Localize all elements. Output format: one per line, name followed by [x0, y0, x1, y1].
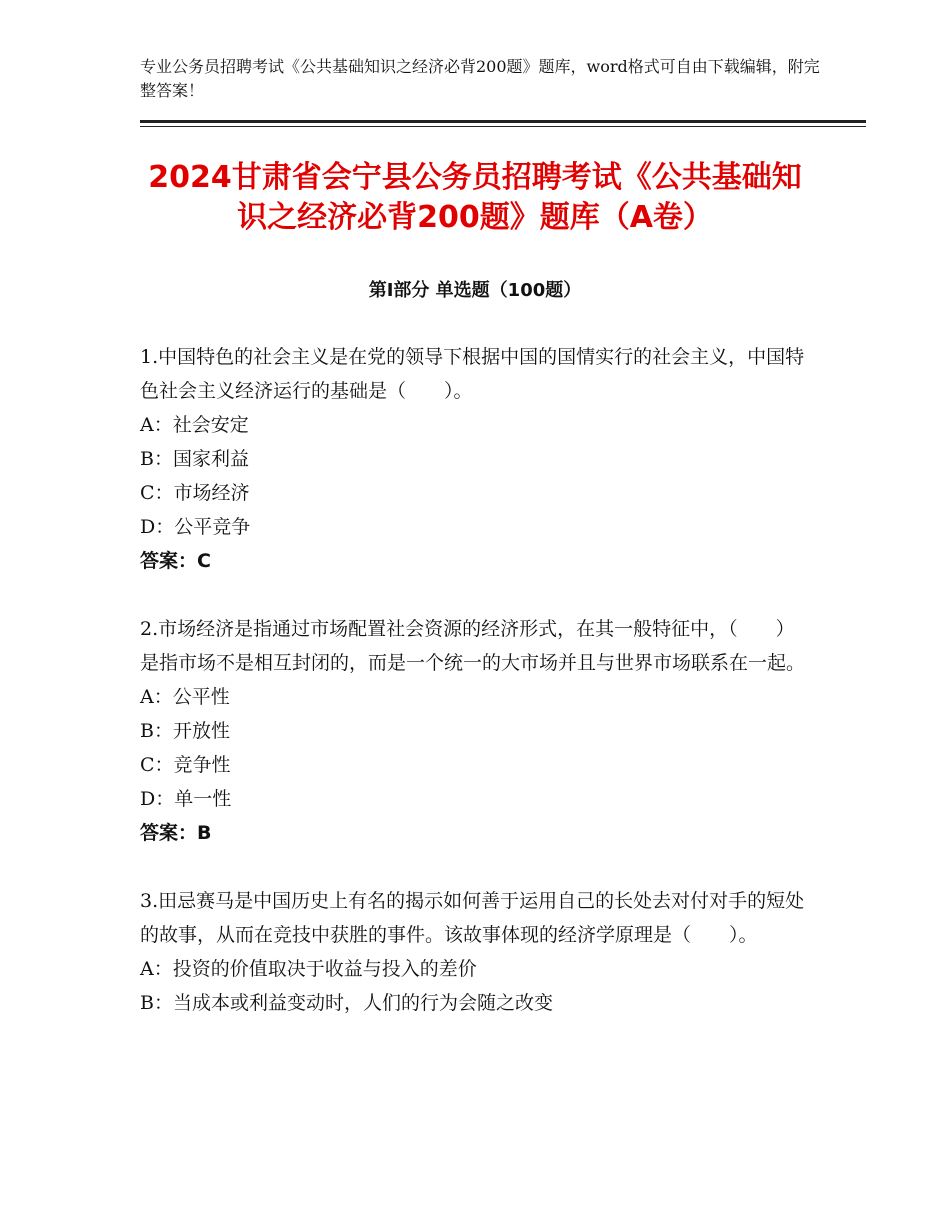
question-1	[140, 340, 810, 578]
option-b: B：当成本或利益变动时，人们的行为会随之改变	[140, 992, 553, 1014]
header-note: 专业公务员招聘考试《公共基础知识之经济必背200题》题库，word格式可自由下载编辑，附完整答案！	[140, 57, 820, 100]
question-stem: 3.田忌赛马是中国历史上有名的揭示如何善于运用自己的长处去对付对手的短处的故事，从而在竞技中获胜的事件。该故事体现的经济学原理是（ ）。	[140, 890, 805, 946]
option-c: C：市场经济	[140, 482, 250, 504]
option-a: A：社会安定	[140, 414, 249, 436]
document-title: 2024甘肃省会宁县公务员招聘考试《公共基础知识之经济必背200题》题库（A卷）	[148, 160, 802, 235]
option-b: B：国家利益	[140, 448, 249, 470]
section-title: 第Ⅰ部分 单选题（100题）	[368, 280, 582, 301]
option-b: B：开放性	[140, 720, 230, 742]
option-a: A：公平性	[140, 686, 230, 708]
option-a: A：投资的价值取决于收益与投入的差价	[140, 958, 477, 980]
question-list	[140, 340, 810, 1054]
question-stem: 2.市场经济是指通过市场配置社会资源的经济形式，在其一般特征中，（ ）是指市场不是相互封闭的，而是一个统一的大市场并且与世界市场联系在一起。	[140, 618, 806, 674]
question-2	[140, 612, 810, 850]
option-d: D：公平竞争	[140, 516, 251, 538]
answer-line: 答案：C	[140, 550, 211, 572]
question-stem: 1.中国特色的社会主义是在党的领导下根据中国的国情实行的社会主义，中国特色社会主义经济运行的基础是（ ）。	[140, 346, 805, 402]
header-divider-thin	[140, 126, 866, 127]
header-divider-thick	[140, 120, 866, 123]
answer-line: 答案：B	[140, 822, 212, 844]
option-c: C：竞争性	[140, 754, 231, 776]
option-d: D：单一性	[140, 788, 232, 810]
question-3	[140, 884, 810, 1020]
